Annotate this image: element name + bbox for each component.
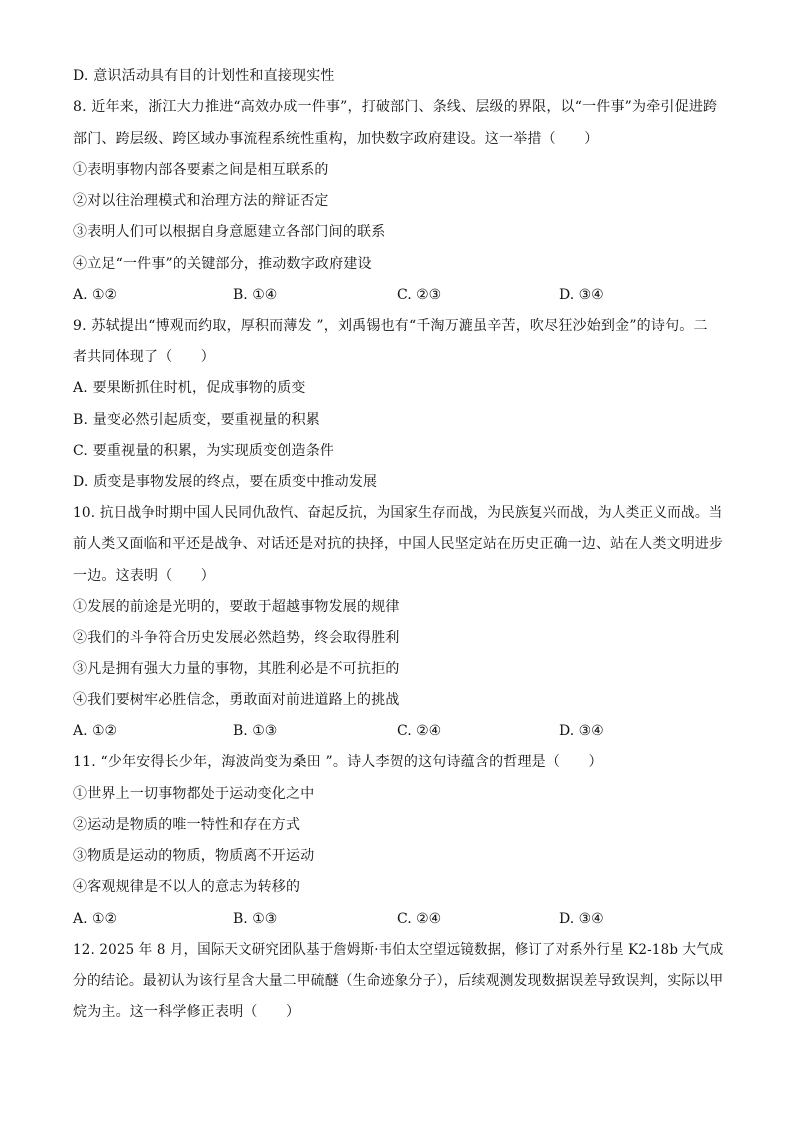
q12-stem-line1: 12. 2025 年 8 月，国际天文研究团队基于詹姆斯·韦伯太空望远镜数据，修订了对系外行星 K2-18b 大气成: [73, 942, 724, 958]
q12-stem-line3: 烷为主。这一科学修正表明（ ）: [73, 1004, 301, 1020]
q8-option-a: A. ①②: [73, 287, 118, 303]
q10-option-a: A. ①②: [73, 723, 118, 739]
q7-option-d: D. 意识活动具有目的计划性和直接现实性: [73, 68, 335, 84]
q8-statement-4: ④立足“一件事”的关键部分，推动数字政府建设: [73, 256, 372, 272]
q10-option-c: C. ②④: [397, 723, 442, 739]
q8-statement-2: ②对以往治理模式和治理方法的辩证否定: [73, 193, 329, 209]
q8-statement-1: ①表明事物内部各要素之间是相互联系的: [73, 162, 329, 178]
q8-stem-line2: 部门、跨层级、跨区域办事流程系统性重构，加快数字政府建设。这一举措（ ）: [73, 131, 599, 147]
q11-option-a: A. ①②: [73, 911, 118, 927]
q11-option-c: C. ②④: [397, 911, 442, 927]
q10-option-b: B. ①③: [233, 723, 278, 739]
q9-choice-a: A. 要果断抓住时机，促成事物的质变: [73, 380, 306, 396]
q10-statement-1: ①发展的前途是光明的，要敢于超越事物发展的规律: [73, 599, 400, 615]
q10-statement-3: ③凡是拥有强大力量的事物，其胜利必是不可抗拒的: [73, 661, 400, 677]
q11-statement-2: ②运动是物质的唯一特性和存在方式: [73, 817, 301, 833]
q11-option-d: D. ③④: [559, 911, 604, 927]
q9-choice-d: D. 质变是事物发展的终点，要在质变中推动发展: [73, 474, 378, 490]
q8-option-b: B. ①④: [233, 287, 278, 303]
q10-stem-line2: 前人类又面临和平还是战争、对话还是对抗的抉择，中国人民坚定站在历史正确一边、站在人类文明进步: [73, 536, 724, 552]
q11-statement-4: ④客观规律是不以人的意志为转移的: [73, 879, 301, 895]
q11-statement-3: ③物质是运动的物质，物质离不开运动: [73, 848, 315, 864]
q8-option-c: C. ②③: [397, 287, 442, 303]
q10-statement-4: ④我们要树牢必胜信念，勇敢面对前进道路上的挑战: [73, 692, 400, 708]
q8-option-d: D. ③④: [559, 287, 604, 303]
q9-choice-c: C. 要重视量的积累，为实现质变创造条件: [73, 443, 335, 459]
q9-stem-line2: 者共同体现了（ ）: [73, 349, 215, 365]
q11-statement-1: ①世界上一切事物都处于运动变化之中: [73, 786, 315, 802]
q10-stem-line3: 一边。这表明（ ）: [73, 568, 215, 584]
q12-stem-line2: 分的结论。最初认为该行星含大量二甲硫醚（生命迹象分子），后续观测发现数据误差导致误判，实际以甲: [73, 973, 724, 989]
q11-option-b: B. ①③: [233, 911, 278, 927]
q10-stem-line1: 10. 抗日战争时期中国人民同仇敌忾、奋起反抗，为国家生存而战，为民族复兴而战，为人类正义而战。当: [73, 505, 723, 521]
q9-stem-line1: 9. 苏轼提出“博观而约取，厚积而薄发 ”，刘禹锡也有“千淘万漉虽辛苦，吹尽狂沙始到金”的诗句。二: [73, 318, 708, 334]
q11-stem-line1: 11. “少年安得长少年，海波尚变为桑田 ”。诗人李贺的这句诗蕴含的哲理是（ ）: [73, 754, 603, 770]
q8-stem-line1: 8. 近年来，浙江大力推进“高效办成一件事”，打破部门、条线、层级的界限，以“一件事”为牵引促进跨: [73, 99, 718, 115]
q9-choice-b: B. 量变必然引起质变，要重视量的积累: [73, 412, 320, 428]
q10-option-d: D. ③④: [559, 723, 604, 739]
q8-statement-3: ③表明人们可以根据自身意愿建立各部门间的联系: [73, 224, 386, 240]
q10-statement-2: ②我们的斗争符合历史发展必然趋势，终会取得胜利: [73, 630, 400, 646]
